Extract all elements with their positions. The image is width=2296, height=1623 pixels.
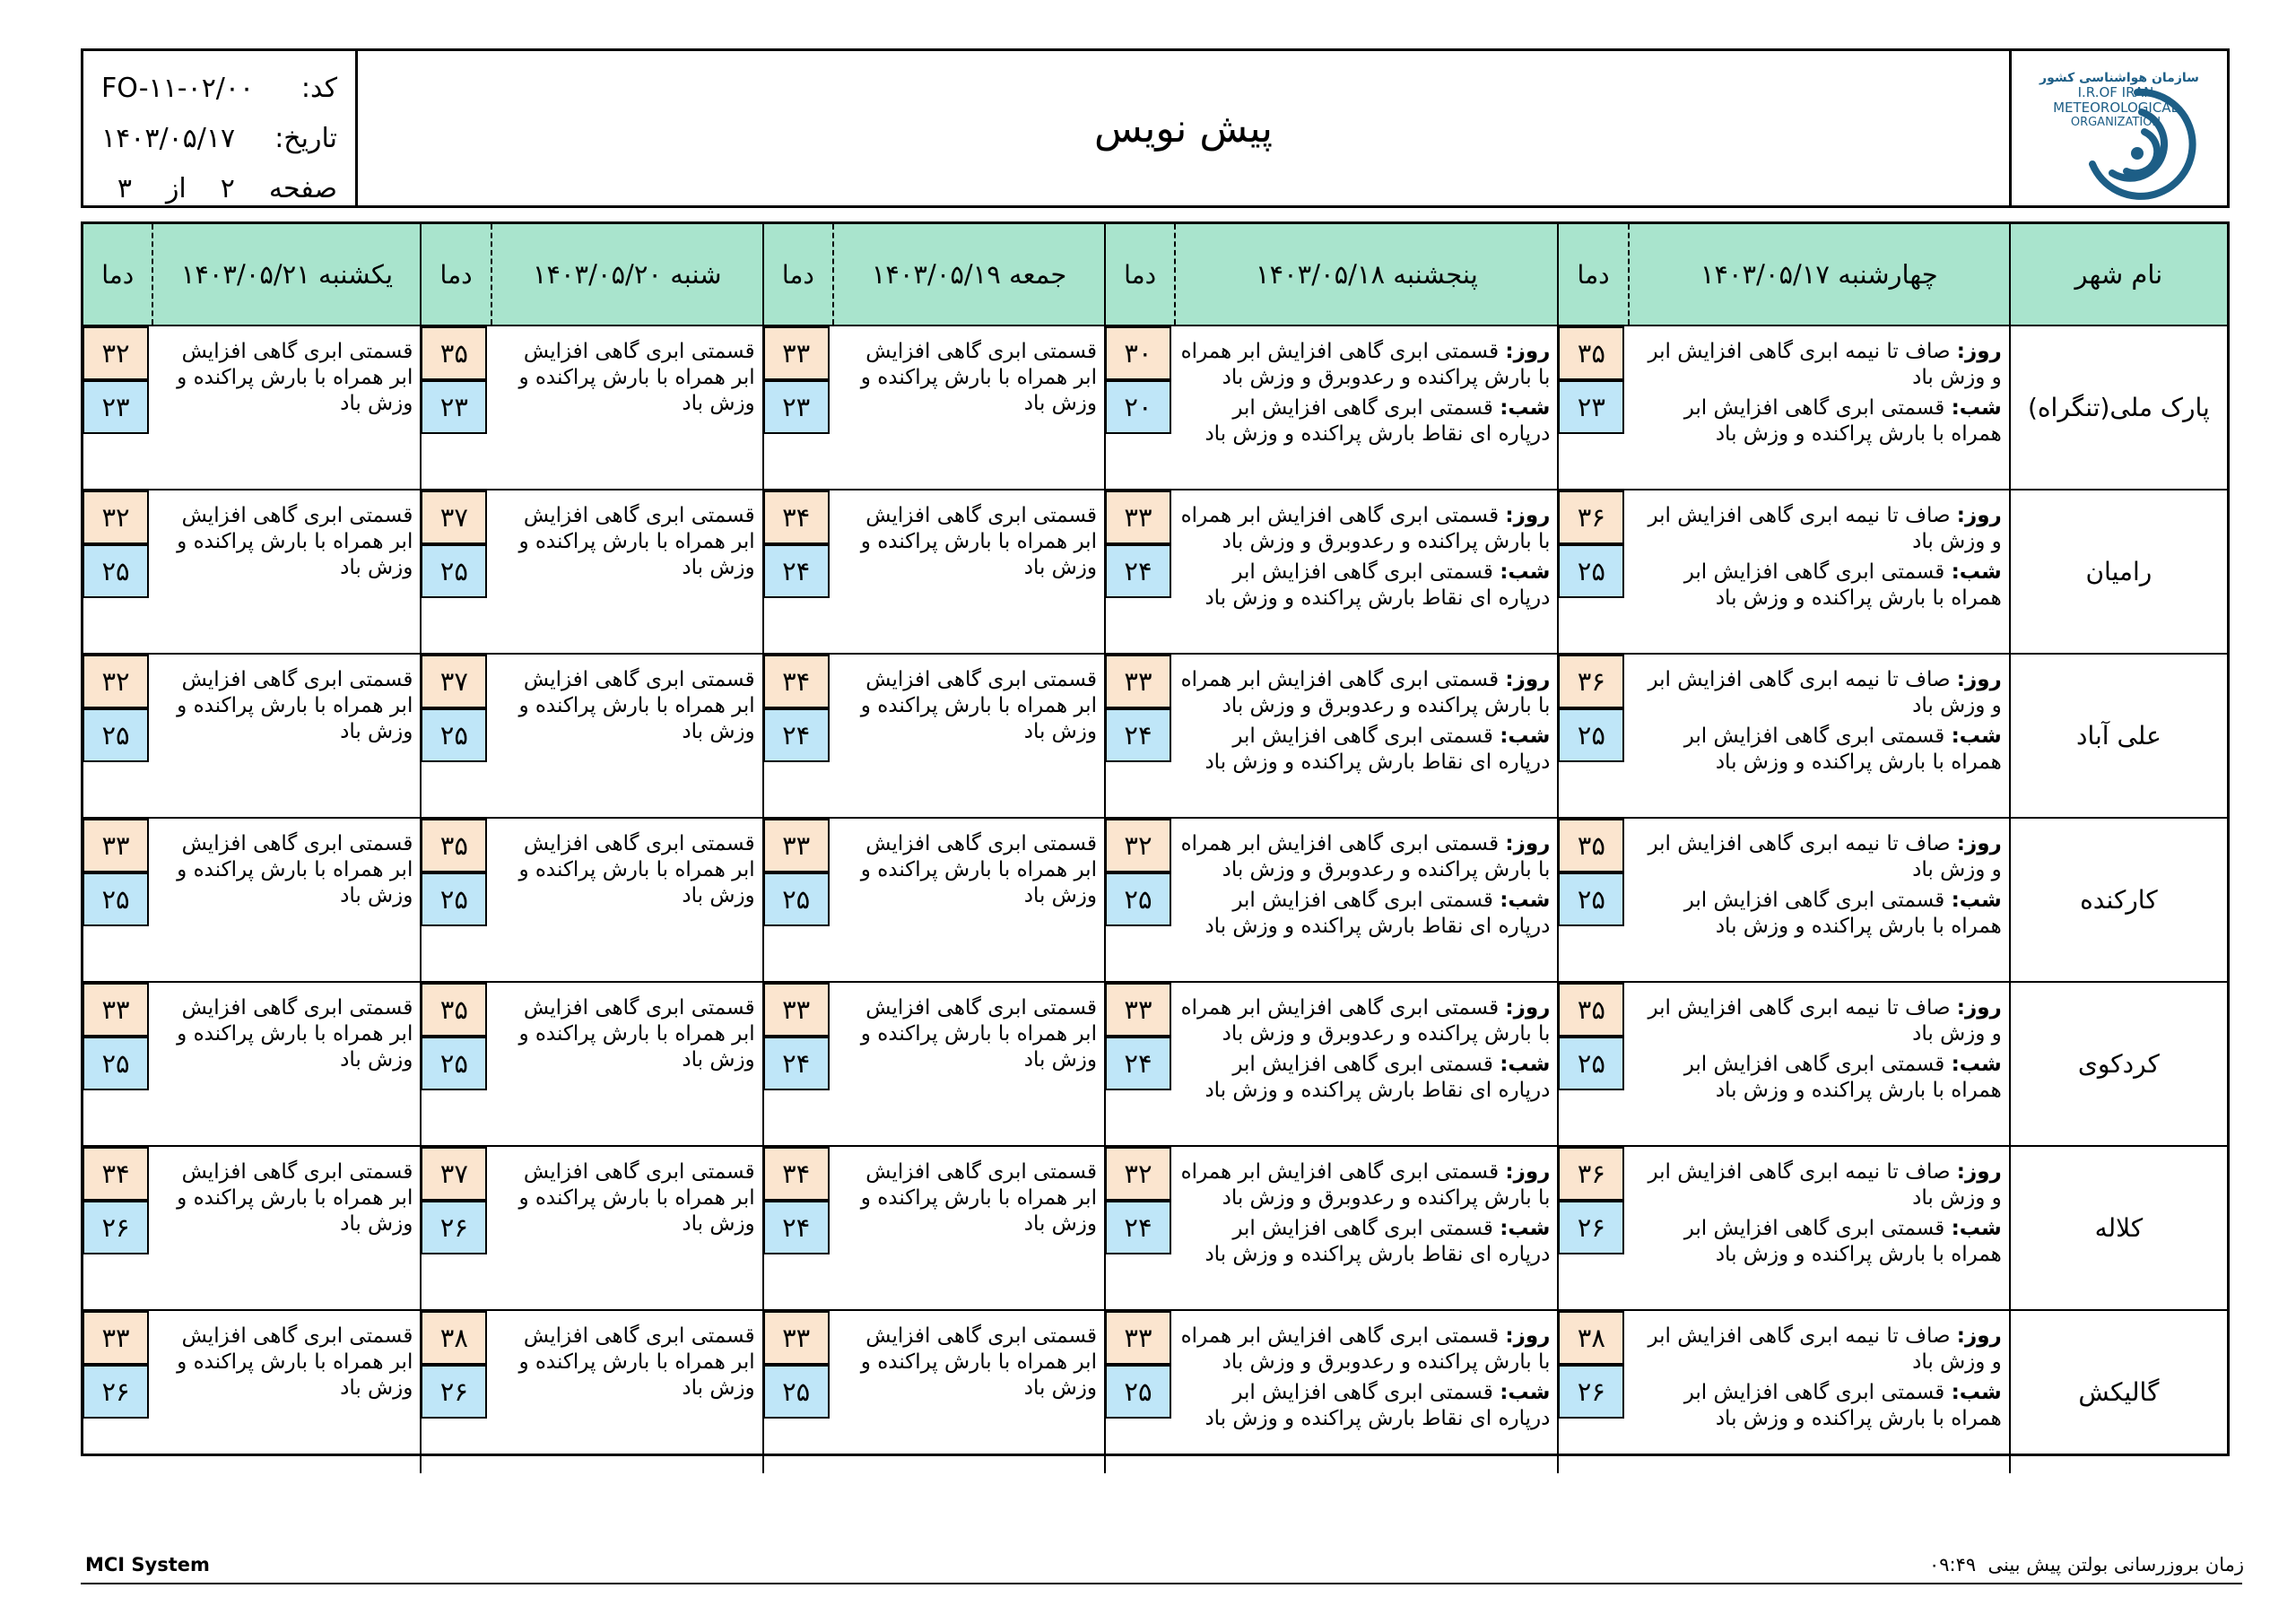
- forecast-day-3: قسمتی ابری گاهی افزایش ابر همراه با بارش پراکنده و وزش باد: [860, 832, 1097, 907]
- max-temp: ۳۳: [1105, 983, 1171, 1037]
- night-label: شب:: [1500, 1053, 1551, 1076]
- night-forecast: [1633, 1380, 2002, 1432]
- column-header-city: نام شهر: [2009, 224, 2227, 325]
- page-title: پیش نویس: [355, 51, 2009, 205]
- night-label: شب:: [1951, 725, 2002, 748]
- city-name: علی آباد: [2009, 655, 2227, 817]
- night-forecast: [1633, 724, 2002, 776]
- night-label: شب:: [1951, 1381, 2002, 1404]
- table-row: [83, 489, 2227, 653]
- page-total: ۳: [117, 173, 132, 204]
- temp-day-1: [1557, 655, 1627, 817]
- day-label: روز:: [1505, 668, 1551, 691]
- day-forecast-text: صاف تا نیمه ابری گاهی افزایش ابر و وزش باد: [1648, 668, 2002, 717]
- forecast-day-1: [1628, 655, 2009, 817]
- night-forecast: [1633, 560, 2002, 612]
- night-forecast: [1179, 888, 1550, 940]
- min-temp: ۲۵: [763, 872, 830, 926]
- min-temp: ۲۵: [83, 544, 149, 598]
- night-forecast-text: قسمتی ابری گاهی افزایش ابر درپاره ای نقاط بارش پراکنده و وزش باد: [1205, 889, 1551, 938]
- column-header-temp-4: دما: [420, 224, 490, 325]
- max-temp: ۳۳: [1105, 1311, 1171, 1365]
- day-forecast: [1179, 339, 1550, 391]
- temp-day-1: [1557, 326, 1627, 489]
- night-forecast: [1179, 395, 1550, 447]
- min-temp: ۲۴: [763, 544, 830, 598]
- temp-day-2: [1104, 490, 1174, 653]
- update-time: ۰۹:۴۹: [1928, 1554, 1977, 1575]
- day-forecast: [1179, 1159, 1550, 1211]
- min-temp: ۲۴: [1105, 1201, 1171, 1254]
- page-label: صفحه: [268, 173, 337, 204]
- day-forecast: [1179, 667, 1550, 719]
- day-forecast: [1633, 1159, 2002, 1211]
- temp-day-4: [420, 490, 490, 653]
- max-temp: ۳۵: [421, 819, 487, 872]
- forecast-day-2: [1174, 326, 1557, 489]
- night-forecast-text: قسمتی ابری گاهی افزایش ابر همراه با بارش پراکنده و وزش باد: [1683, 1053, 2002, 1102]
- temp-day-2: [1104, 819, 1174, 981]
- day-forecast-text: صاف تا نیمه ابری گاهی افزایش ابر و وزش باد: [1648, 504, 2002, 553]
- forecast-day-3: قسمتی ابری گاهی افزایش ابر همراه با بارش پراکنده و وزش باد: [860, 340, 1097, 415]
- night-forecast-text: قسمتی ابری گاهی افزایش ابر همراه با بارش پراکنده و وزش باد: [1683, 1381, 2002, 1430]
- temp-day-4: [420, 326, 490, 489]
- table-row: [83, 1309, 2227, 1473]
- day-forecast: [1179, 503, 1550, 555]
- max-temp: ۳۸: [421, 1311, 487, 1365]
- column-header-day-4: شنبه ۱۴۰۳/۰۵/۲۰: [491, 224, 762, 325]
- temp-day-3: [762, 819, 832, 981]
- day-forecast-text: قسمتی ابری گاهی افزایش ابر همراه با بارش پراکنده و رعدوبرق و وزش باد: [1180, 504, 1551, 553]
- column-header-day-1: چهارشنبه ۱۴۰۳/۰۵/۱۷: [1628, 224, 2009, 325]
- city-name: کردکوی: [2009, 983, 2227, 1145]
- night-forecast-text: قسمتی ابری گاهی افزایش ابر همراه با بارش پراکنده و وزش باد: [1683, 725, 2002, 774]
- min-temp: ۲۶: [1558, 1365, 1624, 1419]
- column-header-temp-3: دما: [762, 224, 832, 325]
- column-header-temp-2: دما: [1104, 224, 1174, 325]
- update-time-note: [1929, 1554, 2244, 1575]
- day-forecast: [1633, 995, 2002, 1047]
- forecast-day-4: قسمتی ابری گاهی افزایش ابر همراه با بارش پراکنده و وزش باد: [518, 340, 755, 415]
- day-forecast: [1633, 667, 2002, 719]
- logo-text-en-2: METEOROLOGICAL: [2053, 100, 2179, 116]
- night-label: شب:: [1500, 725, 1551, 748]
- day-forecast: [1179, 1324, 1550, 1376]
- min-temp: ۲۵: [1558, 872, 1624, 926]
- temp-day-2: [1104, 1311, 1174, 1473]
- temp-day-2: [1104, 326, 1174, 489]
- meteorological-organization-logo-icon: [2030, 56, 2209, 200]
- forecast-day-2: [1174, 490, 1557, 653]
- night-forecast: [1179, 1380, 1550, 1432]
- temp-day-5: [83, 655, 152, 817]
- max-temp: ۳۸: [1558, 1311, 1624, 1365]
- min-temp: ۲۵: [83, 708, 149, 762]
- min-temp: ۲۶: [421, 1201, 487, 1254]
- max-temp: ۳۳: [1105, 655, 1171, 708]
- day-forecast: [1633, 1324, 2002, 1376]
- table-row: [83, 981, 2227, 1145]
- temp-day-1: [1557, 490, 1627, 653]
- temp-day-5: [83, 983, 152, 1145]
- night-label: شب:: [1500, 1217, 1551, 1240]
- night-forecast-text: قسمتی ابری گاهی افزایش ابر درپاره ای نقاط بارش پراکنده و وزش باد: [1205, 1381, 1551, 1430]
- min-temp: ۲۵: [421, 708, 487, 762]
- min-temp: ۲۵: [83, 872, 149, 926]
- temp-day-3: [762, 490, 832, 653]
- forecast-day-4: قسمتی ابری گاهی افزایش ابر همراه با بارش پراکنده و وزش باد: [518, 996, 755, 1072]
- table-body: [83, 325, 2227, 1473]
- max-temp: ۳۷: [421, 1147, 487, 1201]
- forecast-day-1: [1628, 326, 2009, 489]
- forecast-table: [81, 221, 2230, 1456]
- table-row: [83, 325, 2227, 489]
- column-header-temp-5: دما: [101, 259, 135, 290]
- max-temp: ۳۶: [1558, 490, 1624, 544]
- max-temp: ۳۶: [1558, 655, 1624, 708]
- temp-day-3: [762, 983, 832, 1145]
- night-label: شب:: [1500, 560, 1551, 584]
- max-temp: ۳۰: [1105, 326, 1171, 380]
- forecast-day-2: [1174, 655, 1557, 817]
- min-temp: ۲۴: [1105, 1037, 1171, 1090]
- min-temp: ۲۴: [763, 1201, 830, 1254]
- min-temp: ۲۳: [421, 380, 487, 434]
- forecast-day-4: قسمتی ابری گاهی افزایش ابر همراه با بارش پراکنده و وزش باد: [518, 1160, 755, 1236]
- temp-day-4: [420, 983, 490, 1145]
- date-label: تاریخ:: [274, 123, 337, 154]
- night-forecast: [1633, 1052, 2002, 1104]
- city-name: گالیکش: [2009, 1311, 2227, 1473]
- min-temp: ۲۵: [1105, 872, 1171, 926]
- table-header-row: [83, 224, 2227, 325]
- day-label: روز:: [1956, 996, 2002, 1020]
- day-label: روز:: [1505, 340, 1551, 363]
- code-row: [101, 64, 337, 114]
- night-forecast: [1179, 1216, 1550, 1268]
- day-label: روز:: [1956, 1160, 2002, 1184]
- forecast-day-1: [1628, 490, 2009, 653]
- max-temp: ۳۳: [83, 1311, 149, 1365]
- night-forecast: [1179, 1052, 1550, 1104]
- night-forecast: [1633, 395, 2002, 447]
- temp-day-4: [420, 655, 490, 817]
- temp-day-3: [762, 326, 832, 489]
- table-row: [83, 1145, 2227, 1309]
- temp-day-4: [420, 1147, 490, 1309]
- min-temp: ۲۵: [1105, 1365, 1171, 1419]
- night-forecast: [1179, 724, 1550, 776]
- code-value: FO-۱۱-۰۲/۰۰: [101, 73, 255, 104]
- day-forecast-text: صاف تا نیمه ابری گاهی افزایش ابر و وزش باد: [1648, 1160, 2002, 1210]
- max-temp: ۳۴: [763, 490, 830, 544]
- forecast-day-5: قسمتی ابری گاهی افزایش ابر همراه با بارش پراکنده و وزش باد: [177, 668, 413, 743]
- night-label: شب:: [1951, 396, 2002, 420]
- temp-day-5: [83, 326, 152, 489]
- forecast-day-2: [1174, 1311, 1557, 1473]
- min-temp: ۲۶: [1558, 1201, 1624, 1254]
- forecast-day-3: قسمتی ابری گاهی افزایش ابر همراه با بارش پراکنده و وزش باد: [860, 504, 1097, 579]
- date-row: [101, 114, 337, 164]
- day-label: روز:: [1505, 832, 1551, 855]
- column-header-day-2: پنجشنبه ۱۴۰۳/۰۵/۱۸: [1174, 224, 1557, 325]
- update-label: زمان بروزرسانی بولتن پیش بینی: [1987, 1554, 2244, 1575]
- day-forecast-text: قسمتی ابری گاهی افزایش ابر همراه با بارش پراکنده و رعدوبرق و وزش باد: [1180, 996, 1551, 1046]
- code-label: کد:: [300, 73, 337, 104]
- max-temp: ۳۴: [763, 1147, 830, 1201]
- max-temp: ۳۳: [763, 326, 830, 380]
- min-temp: ۲۵: [83, 1037, 149, 1090]
- night-label: شب:: [1500, 889, 1551, 912]
- min-temp: ۲۵: [1558, 544, 1624, 598]
- max-temp: ۳۵: [1558, 326, 1624, 380]
- forecast-day-1: [1628, 1311, 2009, 1473]
- night-forecast: [1633, 888, 2002, 940]
- day-forecast-text: صاف تا نیمه ابری گاهی افزایش ابر و وزش باد: [1648, 1324, 2002, 1374]
- temp-day-1: [1557, 1311, 1627, 1473]
- temp-day-2: [1104, 655, 1174, 817]
- logo-cell: [2009, 51, 2227, 205]
- page-of: از: [165, 173, 187, 204]
- day-forecast-text: صاف تا نیمه ابری گاهی افزایش ابر و وزش باد: [1648, 340, 2002, 389]
- temp-day-3: [762, 655, 832, 817]
- table-row: [83, 817, 2227, 981]
- temp-day-4: [420, 819, 490, 981]
- forecast-day-4: قسمتی ابری گاهی افزایش ابر همراه با بارش پراکنده و وزش باد: [518, 668, 755, 743]
- logo-text-en-1: I.R.OF IRAN: [2077, 84, 2154, 100]
- night-forecast-text: قسمتی ابری گاهی افزایش ابر درپاره ای نقاط بارش پراکنده و وزش باد: [1205, 1217, 1551, 1266]
- forecast-day-5: قسمتی ابری گاهی افزایش ابر همراه با بارش پراکنده و وزش باد: [177, 1160, 413, 1236]
- temp-day-1: [1557, 1147, 1627, 1309]
- city-name: رامیان: [2009, 490, 2227, 653]
- table-row: [83, 653, 2227, 817]
- min-temp: ۲۳: [763, 380, 830, 434]
- temp-day-5: [83, 490, 152, 653]
- min-temp: ۲۳: [1558, 380, 1624, 434]
- forecast-day-1: [1628, 983, 2009, 1145]
- max-temp: ۳۳: [763, 983, 830, 1037]
- day-label: روز:: [1956, 832, 2002, 855]
- max-temp: ۳۷: [421, 655, 487, 708]
- max-temp: ۳۳: [1105, 490, 1171, 544]
- forecast-day-3: قسمتی ابری گاهی افزایش ابر همراه با بارش پراکنده و وزش باد: [860, 1324, 1097, 1400]
- forecast-day-1: [1628, 1147, 2009, 1309]
- max-temp: ۳۲: [83, 490, 149, 544]
- night-label: شب:: [1951, 889, 2002, 912]
- night-forecast: [1179, 560, 1550, 612]
- temp-day-5: [83, 819, 152, 981]
- document-meta: [83, 51, 355, 205]
- forecast-day-3: قسمتی ابری گاهی افزایش ابر همراه با بارش پراکنده و وزش باد: [860, 1160, 1097, 1236]
- temp-day-1: [1557, 983, 1627, 1145]
- min-temp: ۲۴: [763, 1037, 830, 1090]
- min-temp: ۲۵: [763, 1365, 830, 1419]
- temp-day-3: [762, 1311, 832, 1473]
- day-label: روز:: [1505, 504, 1551, 527]
- forecast-day-5: قسمتی ابری گاهی افزایش ابر همراه با بارش پراکنده و وزش باد: [177, 504, 413, 579]
- min-temp: ۲۶: [83, 1365, 149, 1419]
- page-number: ۲: [220, 173, 235, 204]
- day-label: روز:: [1956, 668, 2002, 691]
- night-label: شب:: [1500, 1381, 1551, 1404]
- max-temp: ۳۶: [1558, 1147, 1624, 1201]
- min-temp: ۲۶: [421, 1365, 487, 1419]
- max-temp: ۳۵: [1558, 819, 1624, 872]
- night-label: شب:: [1500, 396, 1551, 420]
- min-temp: ۲۴: [1105, 544, 1171, 598]
- night-label: شب:: [1951, 1053, 2002, 1076]
- night-forecast-text: قسمتی ابری گاهی افزایش ابر درپاره ای نقاط بارش پراکنده و وزش باد: [1205, 725, 1551, 774]
- day-label: روز:: [1956, 340, 2002, 363]
- min-temp: ۲۵: [421, 872, 487, 926]
- night-label: شب:: [1951, 1217, 2002, 1240]
- column-header-temp-1: دما: [1557, 224, 1627, 325]
- forecast-day-4: قسمتی ابری گاهی افزایش ابر همراه با بارش پراکنده و وزش باد: [518, 504, 755, 579]
- system-name: MCI System: [85, 1554, 210, 1575]
- max-temp: ۳۴: [763, 655, 830, 708]
- logo-text-fa: سازمان هواشناسی کشور: [2039, 71, 2199, 85]
- forecast-day-4: قسمتی ابری گاهی افزایش ابر همراه با بارش پراکنده و وزش باد: [518, 832, 755, 907]
- logo-text-en-3: ORGANIZATION: [2070, 116, 2161, 129]
- day-forecast: [1633, 503, 2002, 555]
- night-forecast-text: قسمتی ابری گاهی افزایش ابر همراه با بارش پراکنده و وزش باد: [1683, 889, 2002, 938]
- day-forecast: [1633, 831, 2002, 883]
- day-label: روز:: [1505, 1324, 1551, 1348]
- day-forecast-text: قسمتی ابری گاهی افزایش ابر همراه با بارش پراکنده و رعدوبرق و وزش باد: [1180, 340, 1551, 389]
- day-label: روز:: [1505, 996, 1551, 1020]
- forecast-day-1: [1628, 819, 2009, 981]
- temp-day-4: [420, 1311, 490, 1473]
- temp-day-3: [762, 1147, 832, 1309]
- max-temp: ۳۲: [83, 655, 149, 708]
- max-temp: ۳۲: [1105, 1147, 1171, 1201]
- day-label: روز:: [1956, 1324, 2002, 1348]
- temp-day-2: [1104, 1147, 1174, 1309]
- forecast-day-5: قسمتی ابری گاهی افزایش ابر همراه با بارش پراکنده و وزش باد: [177, 340, 413, 415]
- column-header-day-3: جمعه ۱۴۰۳/۰۵/۱۹: [832, 224, 1104, 325]
- max-temp: ۳۳: [83, 819, 149, 872]
- night-forecast-text: قسمتی ابری گاهی افزایش ابر درپاره ای نقاط بارش پراکنده و وزش باد: [1205, 560, 1551, 610]
- day-forecast: [1179, 831, 1550, 883]
- max-temp: ۳۳: [763, 1311, 830, 1365]
- min-temp: ۲۶: [83, 1201, 149, 1254]
- night-forecast-text: قسمتی ابری گاهی افزایش ابر همراه با بارش پراکنده و وزش باد: [1683, 560, 2002, 610]
- min-temp: ۲۰: [1105, 380, 1171, 434]
- min-temp: ۲۳: [83, 380, 149, 434]
- forecast-day-5: قسمتی ابری گاهی افزایش ابر همراه با بارش پراکنده و وزش باد: [177, 832, 413, 907]
- max-temp: ۳۳: [763, 819, 830, 872]
- night-label: شب:: [1951, 560, 2002, 584]
- forecast-day-2: [1174, 983, 1557, 1145]
- max-temp: ۳۷: [421, 490, 487, 544]
- forecast-day-2: [1174, 1147, 1557, 1309]
- night-forecast-text: قسمتی ابری گاهی افزایش ابر درپاره ای نقاط بارش پراکنده و وزش باد: [1205, 396, 1551, 446]
- date-value: ۱۴۰۳/۰۵/۱۷: [101, 123, 236, 154]
- min-temp: ۲۵: [1558, 708, 1624, 762]
- day-forecast-text: قسمتی ابری گاهی افزایش ابر همراه با بارش پراکنده و رعدوبرق و وزش باد: [1180, 832, 1551, 881]
- city-name: کارکنده: [2009, 819, 2227, 981]
- forecast-day-5: قسمتی ابری گاهی افزایش ابر همراه با بارش پراکنده و وزش باد: [177, 996, 413, 1072]
- temp-day-5: [83, 1311, 152, 1473]
- day-label: روز:: [1956, 504, 2002, 527]
- max-temp: ۳۲: [1105, 819, 1171, 872]
- min-temp: ۲۵: [1558, 1037, 1624, 1090]
- forecast-day-5: قسمتی ابری گاهی افزایش ابر همراه با بارش پراکنده و وزش باد: [177, 1324, 413, 1400]
- min-temp: ۲۵: [421, 1037, 487, 1090]
- night-forecast-text: قسمتی ابری گاهی افزایش ابر همراه با بارش پراکنده و وزش باد: [1683, 396, 2002, 446]
- city-name: کلاله: [2009, 1147, 2227, 1309]
- min-temp: ۲۴: [763, 708, 830, 762]
- column-header-day-5: یکشنبه ۱۴۰۳/۰۵/۲۱: [152, 224, 420, 325]
- temp-day-5: [83, 1147, 152, 1309]
- night-forecast: [1633, 1216, 2002, 1268]
- day-forecast-text: صاف تا نیمه ابری گاهی افزایش ابر و وزش باد: [1648, 996, 2002, 1046]
- temp-day-1: [1557, 819, 1627, 981]
- min-temp: ۲۵: [421, 544, 487, 598]
- night-forecast-text: قسمتی ابری گاهی افزایش ابر همراه با بارش پراکنده و وزش باد: [1683, 1217, 2002, 1266]
- forecast-day-3: قسمتی ابری گاهی افزایش ابر همراه با بارش پراکنده و وزش باد: [860, 996, 1097, 1072]
- max-temp: ۳۴: [83, 1147, 149, 1201]
- max-temp: ۳۵: [421, 326, 487, 380]
- max-temp: ۳۲: [83, 326, 149, 380]
- day-forecast-text: قسمتی ابری گاهی افزایش ابر همراه با بارش پراکنده و رعدوبرق و وزش باد: [1180, 1160, 1551, 1210]
- forecast-day-3: قسمتی ابری گاهی افزایش ابر همراه با بارش پراکنده و وزش باد: [860, 668, 1097, 743]
- document-header: [81, 48, 2230, 208]
- day-forecast: [1633, 339, 2002, 391]
- min-temp: ۲۴: [1105, 708, 1171, 762]
- day-forecast-text: صاف تا نیمه ابری گاهی افزایش ابر و وزش باد: [1648, 832, 2002, 881]
- forecast-day-2: [1174, 819, 1557, 981]
- day-forecast-text: قسمتی ابری گاهی افزایش ابر همراه با بارش پراکنده و رعدوبرق و وزش باد: [1180, 1324, 1551, 1374]
- forecast-day-4: قسمتی ابری گاهی افزایش ابر همراه با بارش پراکنده و وزش باد: [518, 1324, 755, 1400]
- max-temp: ۳۵: [1558, 983, 1624, 1037]
- day-forecast-text: قسمتی ابری گاهی افزایش ابر همراه با بارش پراکنده و رعدوبرق و وزش باد: [1180, 668, 1551, 717]
- night-forecast-text: قسمتی ابری گاهی افزایش ابر درپاره ای نقاط بارش پراکنده و وزش باد: [1205, 1053, 1551, 1102]
- city-name: پارک ملی(تنگراه): [2009, 326, 2227, 489]
- max-temp: ۳۵: [421, 983, 487, 1037]
- day-forecast: [1179, 995, 1550, 1047]
- max-temp: ۳۳: [83, 983, 149, 1037]
- temp-day-2: [1104, 983, 1174, 1145]
- footer-divider: [81, 1583, 2242, 1584]
- page-row: [101, 164, 337, 214]
- day-label: روز:: [1505, 1160, 1551, 1184]
